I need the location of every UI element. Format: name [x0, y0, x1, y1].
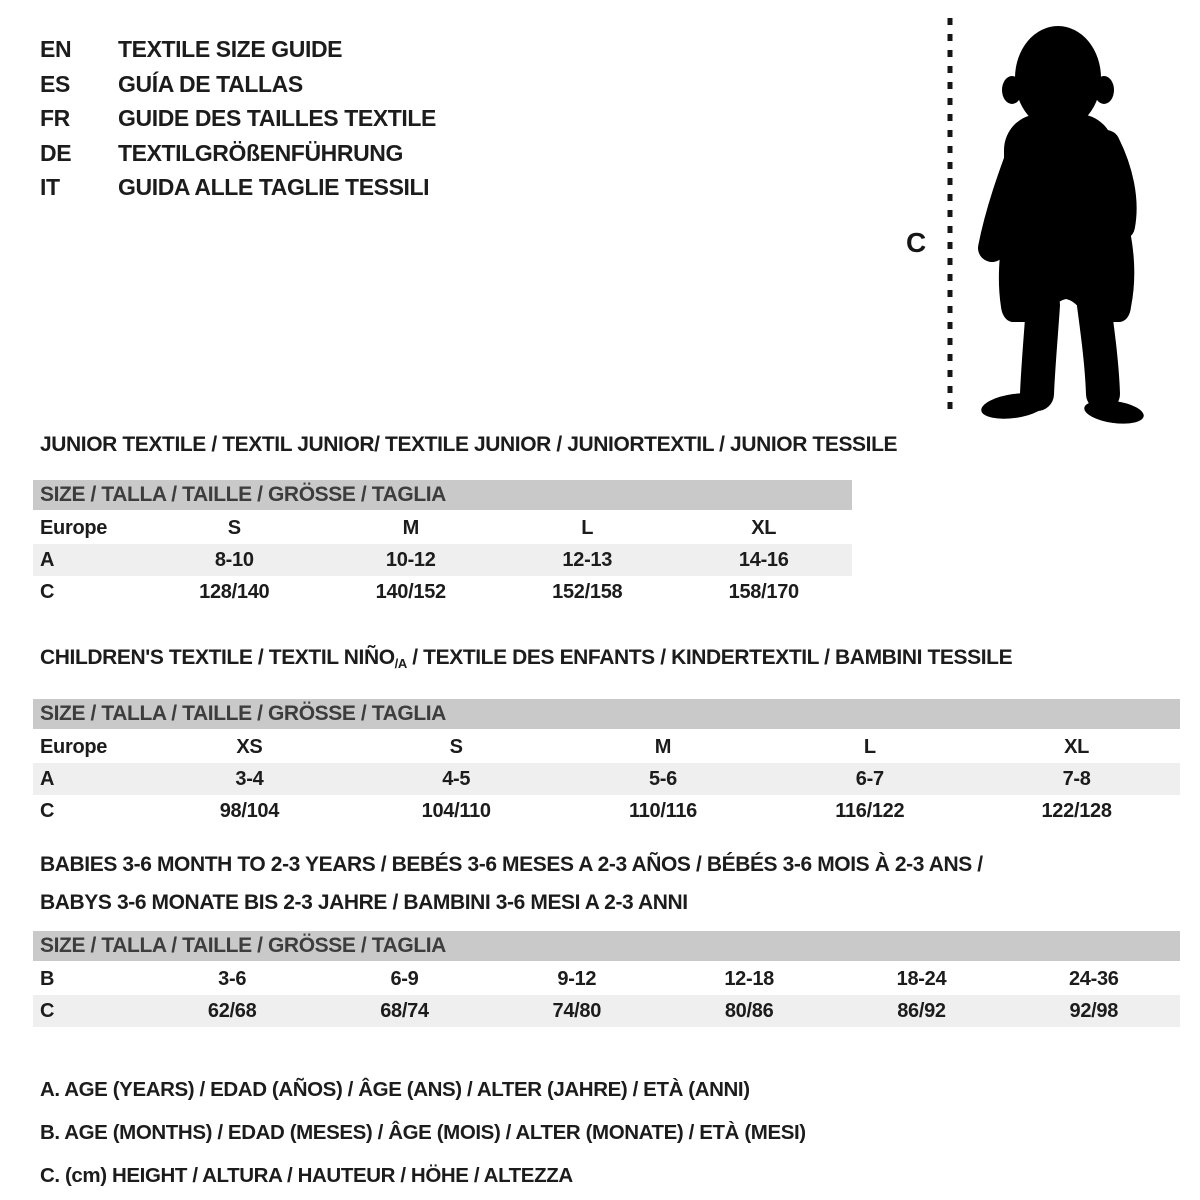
size-cell: S [227, 517, 241, 539]
guide-title-es: GUÍA DE TALLAS [118, 70, 303, 97]
size-cell: S [449, 736, 463, 758]
junior-section [33, 433, 898, 608]
language-row-de [40, 136, 436, 171]
guide-title-en: TEXTILE SIZE GUIDE [118, 36, 343, 62]
height-cell: 152/158 [552, 581, 623, 603]
babies-section-title [33, 846, 1180, 922]
language-row-it [40, 170, 436, 205]
row-label: A [40, 768, 55, 790]
height-cell: 74/80 [552, 1000, 602, 1022]
age-cell: 18-24 [896, 968, 947, 990]
row-label: C [40, 581, 55, 603]
size-cell: L [581, 517, 594, 539]
children-title-suffix: / TEXTILE DES ENFANTS / KINDERTEXTIL / BAMBINI TESSILE [406, 646, 1013, 669]
babies-title-line1: BABIES 3-6 MONTH TO 2-3 YEARS / BEBÉS 3-6 MESES A 2-3 AÑOS / BÉBÉS 3-6 MOIS À 2-3 ANS / [40, 853, 983, 876]
height-cell: 104/110 [421, 800, 491, 822]
size-cell: M [654, 736, 672, 758]
children-size-header-bar: SIZE / TALLA / TAILLE / GRÖSSE / TAGLIA [33, 699, 1180, 729]
age-cell: 6-7 [855, 768, 884, 790]
baby-height-figure [900, 10, 1160, 425]
age-cell: 12-18 [724, 968, 774, 990]
height-cell: 80/86 [724, 1000, 774, 1022]
height-cell: 98/104 [219, 800, 280, 822]
height-cell: 140/152 [375, 581, 446, 603]
size-cell: XL [1064, 736, 1090, 758]
height-cell: 116/122 [835, 800, 905, 822]
babies-row-height-cm [33, 995, 1180, 1027]
junior-row-height-cm [33, 576, 852, 608]
junior-row-age-years [33, 544, 852, 576]
age-cell: 4-5 [442, 768, 471, 790]
children-row-age-years [33, 763, 1180, 795]
language-code: FR [40, 105, 70, 131]
height-cell: 86/92 [897, 1000, 946, 1022]
height-cell: 158/170 [728, 581, 799, 603]
legend-line-age-months: B. AGE (MONTHS) / EDAD (MESES) / ÂGE (MOIS) / ALTER (MONATE) / ETÀ (MESI) [40, 1121, 806, 1144]
age-cell: 9-12 [557, 968, 597, 990]
height-cell: 110/116 [628, 800, 697, 822]
baby-silhouette-icon [900, 10, 1160, 425]
row-label: Europe [40, 736, 108, 758]
row-label: Europe [40, 517, 108, 539]
age-cell: 3-4 [235, 768, 264, 790]
height-cell: 92/98 [1069, 1000, 1119, 1022]
guide-title-fr: GUIDE DES TAILLES TEXTILE [118, 105, 436, 131]
size-cell: M [402, 517, 419, 539]
language-row-fr [40, 101, 436, 136]
measure-legend [40, 1068, 806, 1197]
children-section-title [33, 646, 1180, 676]
age-cell: 14-16 [738, 549, 789, 571]
guide-title-it: GUIDA ALLE TAGLIE TESSILI [118, 174, 430, 200]
babies-title-line2: BABYS 3-6 MONATE BIS 2-3 JAHRE / BAMBINI 3-6 MESI A 2-3 ANNI [40, 891, 688, 914]
children-row-europe [33, 731, 1180, 763]
junior-section-title: JUNIOR TEXTILE / TEXTIL JUNIOR/ TEXTILE JUNIOR / JUNIORTEXTIL / JUNIOR TESSILE [40, 433, 898, 456]
children-title-sub: /A [394, 656, 407, 671]
age-cell: 6-9 [390, 968, 419, 990]
row-label: C [40, 800, 55, 822]
row-label: A [40, 549, 55, 571]
guide-title-de: TEXTILGRÖßENFÜHRUNG [118, 139, 403, 166]
age-cell: 3-6 [218, 968, 247, 990]
row-label: B [40, 968, 55, 990]
language-code: ES [40, 70, 70, 97]
age-cell: 5-6 [648, 768, 677, 790]
height-cell: 68/74 [380, 1000, 429, 1022]
size-cell: L [863, 736, 876, 758]
row-label: C [40, 1000, 55, 1022]
height-cell: 62/68 [207, 1000, 257, 1022]
language-code: EN [40, 36, 72, 62]
language-title-list [40, 32, 436, 205]
size-cell: XS [236, 736, 263, 758]
babies-section [33, 846, 1180, 1027]
junior-row-europe [33, 512, 852, 544]
children-row-height-cm [33, 795, 1180, 827]
height-cell: 122/128 [1041, 800, 1112, 822]
junior-size-header-bar: SIZE / TALLA / TAILLE / GRÖSSE / TAGLIA [33, 480, 852, 510]
babies-size-header-bar: SIZE / TALLA / TAILLE / GRÖSSE / TAGLIA [33, 931, 1180, 961]
language-code: IT [40, 174, 60, 200]
age-cell: 12-13 [562, 549, 613, 571]
size-cell: XL [751, 517, 777, 539]
height-cell: 128/140 [199, 581, 270, 603]
legend-line-height: C. (cm) HEIGHT / ALTURA / HAUTEUR / HÖHE / ALTEZZA [40, 1164, 573, 1187]
height-measure-label: C [906, 227, 927, 258]
children-section [33, 646, 1180, 827]
age-cell: 10-12 [385, 549, 436, 571]
age-cell: 8-10 [214, 549, 254, 571]
legend-line-age-years: A. AGE (YEARS) / EDAD (AÑOS) / ÂGE (ANS) / ALTER (JAHRE) / ETÀ (ANNI) [40, 1078, 750, 1101]
language-row-en [40, 32, 436, 67]
toddler-silhouette [980, 26, 1146, 425]
babies-row-age-months [33, 963, 1180, 995]
age-cell: 7-8 [1062, 768, 1091, 790]
language-row-es [40, 67, 436, 102]
children-title-prefix: CHILDREN'S TEXTILE / TEXTIL NIÑO [40, 646, 395, 669]
language-code: DE [40, 139, 72, 166]
age-cell: 24-36 [1068, 968, 1119, 990]
